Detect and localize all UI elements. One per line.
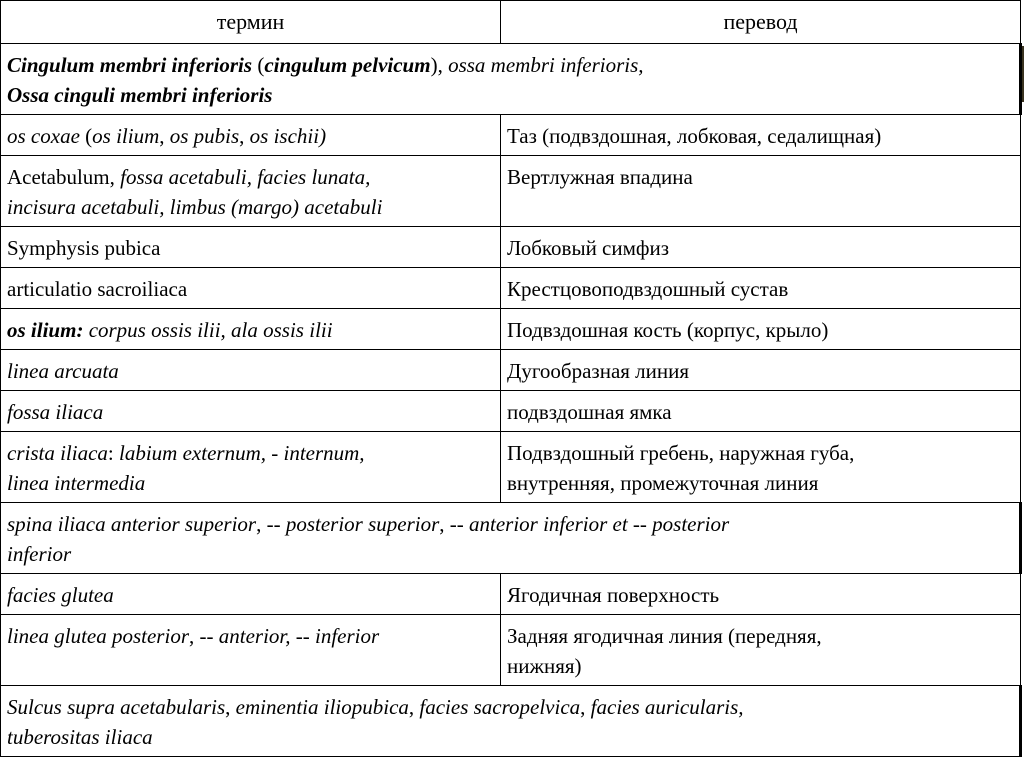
term-text: linea arcuata [7, 359, 119, 383]
term-text: fossa acetabuli, facies lunata, [120, 165, 371, 189]
term-text: crista iliaca [7, 441, 108, 465]
table-row [1, 350, 1021, 391]
term-text: linea glutea posterior [7, 624, 189, 648]
translation-text: Подвздошный гребень, наружная губа, [507, 441, 855, 465]
table-row [1, 615, 1021, 686]
term-text: inferior [7, 542, 72, 566]
term-cell: Symphysis pubica [1, 227, 501, 268]
term-text: Ossa cinguli membri inferioris [7, 83, 273, 107]
translation-cell [501, 615, 1021, 686]
term-text: labium externum, - internum, [119, 441, 365, 465]
table-row [1, 309, 1021, 350]
header-translation: перевод [501, 1, 1021, 44]
full-width-term-cell [1, 503, 1021, 574]
term-text: eminentia iliopubica [235, 695, 409, 719]
term-text: , [159, 124, 170, 148]
table-row [1, 115, 1021, 156]
term-text: facies auricularis, [590, 695, 744, 719]
term-text: Cingulum membri inferioris [7, 53, 253, 77]
translation-cell: подвздошная ямка [501, 391, 1021, 432]
term-text: os ilium [92, 124, 160, 148]
term-text: ossa membri inferioris, [448, 53, 644, 77]
term-text: ( [79, 124, 93, 148]
term-text: , [408, 695, 420, 719]
term-text: tuberositas iliaca [7, 725, 153, 749]
table-row [1, 44, 1021, 115]
term-text: fossa iliaca [7, 400, 104, 424]
term-cell [1, 309, 501, 350]
term-text: -- posterior superior [266, 512, 440, 536]
translation-cell: Вертлужная впадина [501, 156, 1021, 227]
table-row [1, 391, 1021, 432]
term-text: Sulcus supra acetabularis [7, 695, 226, 719]
term-cell [1, 156, 501, 227]
term-cell [1, 350, 501, 391]
term-cell [1, 574, 501, 615]
translation-cell: Лобковый симфиз [501, 227, 1021, 268]
translation-text: нижняя) [507, 654, 582, 678]
translation-cell: Дугообразная линия [501, 350, 1021, 391]
table-row [1, 227, 1021, 268]
table-row [1, 574, 1021, 615]
term-cell [1, 432, 501, 503]
term-text: cingulum pelvicum [264, 53, 431, 77]
table-header-row [1, 1, 1021, 44]
header-term: термин [1, 1, 501, 44]
term-text: ), [430, 53, 449, 77]
term-cell: articulatio sacroiliaca [1, 268, 501, 309]
section-heading-cell [1, 44, 1021, 115]
term-text: os coxae [7, 124, 80, 148]
term-text: os pubis [169, 124, 240, 148]
term-text: os ilium: [7, 318, 84, 342]
term-text: Acetabulum, [7, 165, 121, 189]
term-text: , [225, 695, 236, 719]
term-cell [1, 115, 501, 156]
translation-text: внутренняя, промежуточная линия [507, 471, 819, 495]
term-text: , [189, 624, 200, 648]
translation-text: Задняя ягодичная линия (передняя, [507, 624, 822, 648]
table-row [1, 432, 1021, 503]
term-cell [1, 391, 501, 432]
term-text: os ischii) [249, 124, 327, 148]
term-text: : [107, 441, 120, 465]
term-cell [1, 615, 501, 686]
table-row [1, 156, 1021, 227]
term-text: , [256, 512, 267, 536]
term-text: , [439, 512, 450, 536]
term-text: -- anterior, -- inferior [199, 624, 380, 648]
term-text: , [580, 695, 591, 719]
table-row [1, 503, 1021, 574]
table-row [1, 268, 1021, 309]
term-text: spina iliaca anterior superior [7, 512, 257, 536]
translation-cell: Крестцовоподвздошный сустав [501, 268, 1021, 309]
translation-cell [501, 432, 1021, 503]
term-text: ( [252, 53, 265, 77]
translation-cell: Таз (подвздошная, лобковая, седалищная) [501, 115, 1021, 156]
term-text: , [239, 124, 250, 148]
term-text: incisura acetabuli, limbus (margo) acetabuli [7, 195, 383, 219]
full-width-term-cell [1, 686, 1021, 757]
term-text: -- anterior inferior et -- posterior [449, 512, 730, 536]
table-row [1, 686, 1021, 757]
term-text: facies glutea [7, 583, 114, 607]
translation-cell: Подвздошная кость (корпус, крыло) [501, 309, 1021, 350]
term-text: linea intermedia [7, 471, 146, 495]
translation-cell: Ягодичная поверхность [501, 574, 1021, 615]
term-text: facies sacropelvica [419, 695, 581, 719]
term-text: corpus ossis ilii, ala ossis ilii [83, 318, 333, 342]
